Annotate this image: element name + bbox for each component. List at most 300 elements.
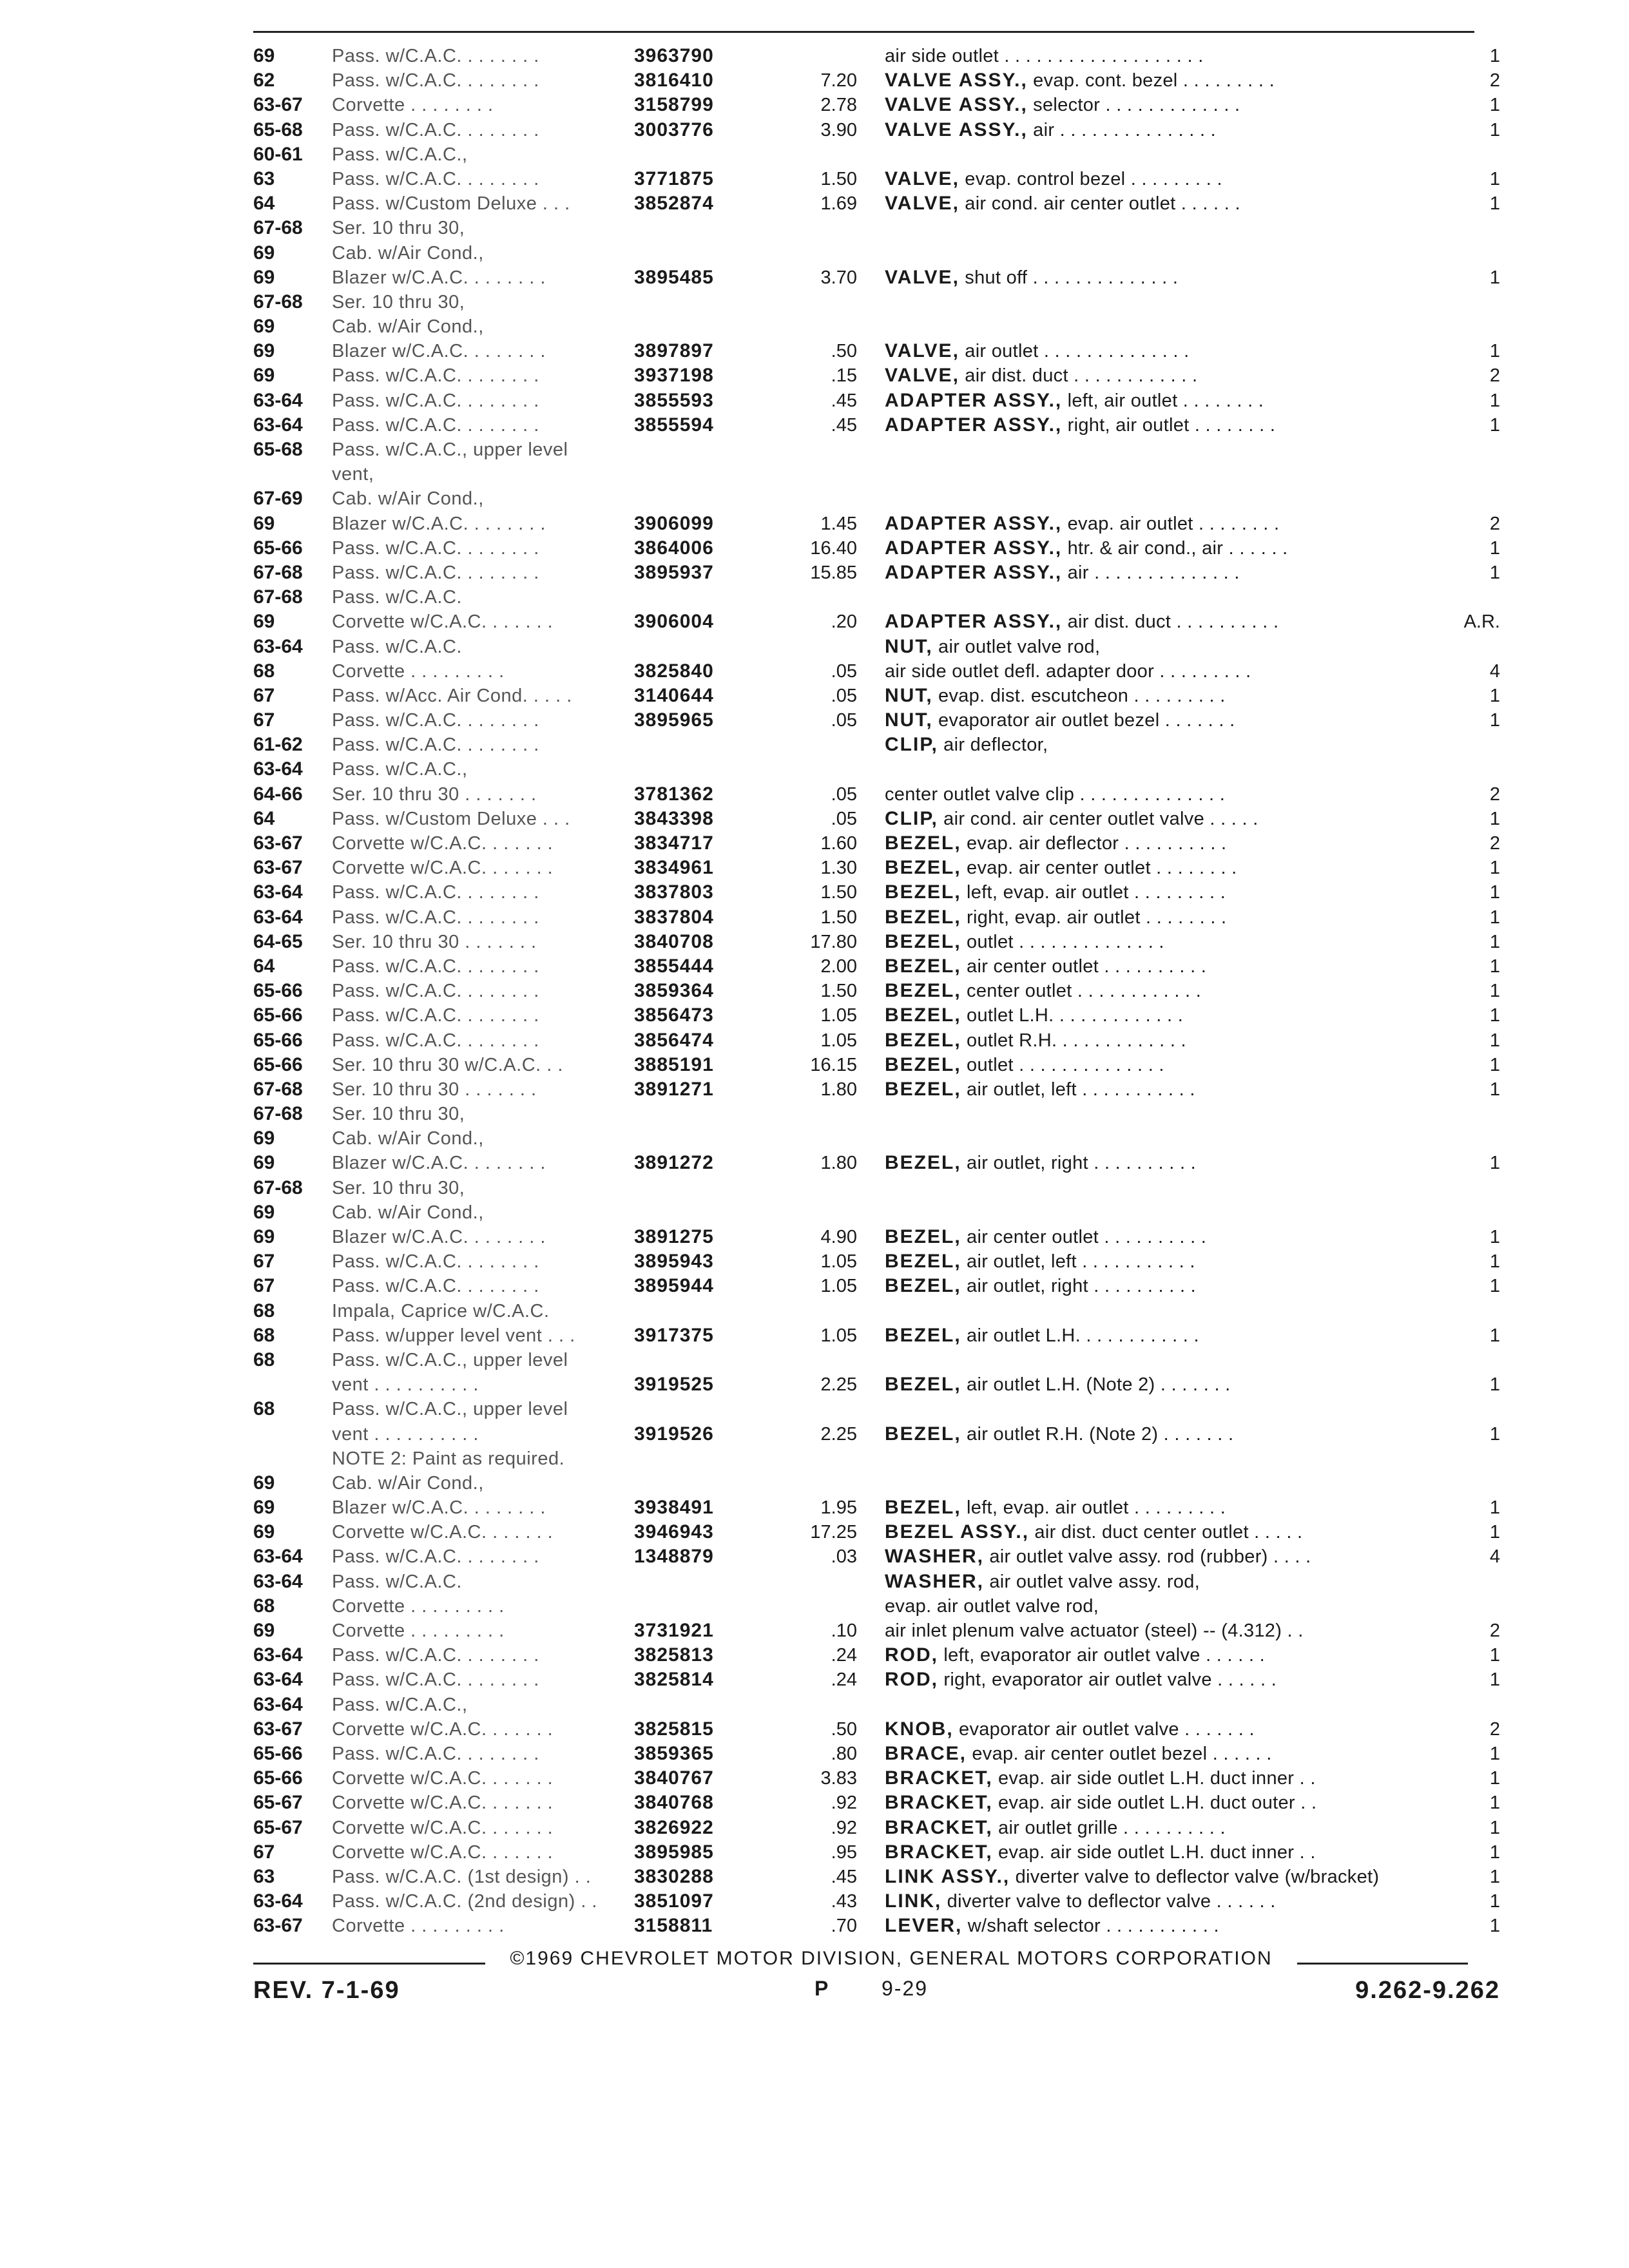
quantity: 2 <box>1489 365 1500 387</box>
table-row <box>0 930 1629 954</box>
application: Pass. w/C.A.C. . . . . . . . <box>332 907 539 928</box>
list-price: 1.60 <box>820 833 857 854</box>
list-price: 2.78 <box>820 95 857 116</box>
list-price: 1.05 <box>820 1030 857 1051</box>
part-detail: air dist. duct . . . . . . . . . . <box>1062 611 1279 633</box>
model-year: 64 <box>253 955 275 977</box>
part-description <box>885 979 1201 1003</box>
table-row <box>0 1914 1629 1938</box>
part-detail: center outlet . . . . . . . . . . . . <box>961 981 1202 1002</box>
quantity: 2 <box>1489 833 1500 854</box>
application: Pass. w/C.A.C. . . . . . . . <box>332 414 539 436</box>
model-year: 64-65 <box>253 930 303 952</box>
application: Cab. w/Air Cond., <box>332 316 484 338</box>
quantity: 1 <box>1489 882 1500 903</box>
model-year: 63-64 <box>253 414 303 436</box>
part-number: 3895943 <box>634 1251 714 1273</box>
list-price: 4.90 <box>820 1227 857 1247</box>
part-name: BRACKET, <box>885 1767 993 1789</box>
quantity: 1 <box>1489 1325 1500 1346</box>
part-name: WASHER, <box>885 1570 985 1592</box>
application: Corvette . . . . . . . . <box>332 95 494 116</box>
part-detail: air outlet, left . . . . . . . . . . . <box>961 1079 1195 1100</box>
part-description <box>885 1766 1316 1791</box>
model-year: 63-64 <box>253 906 303 928</box>
part-number: 3837803 <box>634 881 714 903</box>
table-row <box>0 708 1629 733</box>
table-row <box>0 1766 1629 1791</box>
table-row <box>0 486 1629 511</box>
part-description <box>885 93 1240 117</box>
list-price: .45 <box>831 1866 857 1887</box>
quantity: 1 <box>1489 267 1500 288</box>
application: Cab. w/Air Cond., <box>332 242 484 264</box>
application: Ser. 10 thru 30 . . . . . . . <box>332 1079 537 1100</box>
part-detail: evap. air side outlet L.H. duct inner . . <box>992 1768 1316 1789</box>
quantity: 1 <box>1489 858 1500 879</box>
table-row <box>0 1619 1629 1643</box>
table-row <box>0 1446 1629 1471</box>
part-number: 3851097 <box>634 1890 714 1912</box>
part-description <box>885 536 1288 561</box>
part-description <box>885 1791 1316 1815</box>
model-year: 69 <box>253 1521 275 1543</box>
quantity: 1 <box>1489 1768 1500 1789</box>
table-row <box>0 954 1629 979</box>
table-row <box>0 1348 1629 1372</box>
table-row <box>0 462 1629 486</box>
table-row <box>0 1495 1629 1520</box>
part-detail: evap. air side outlet L.H. duct inner . . <box>992 1841 1316 1863</box>
part-number: 3919526 <box>634 1423 714 1445</box>
list-price: .05 <box>831 710 857 731</box>
application: Pass. w/Custom Deluxe . . . <box>332 193 570 215</box>
part-detail: evap. cont. bezel . . . . . . . . . <box>1027 70 1275 91</box>
part-name: BEZEL, <box>885 1497 961 1519</box>
model-year: 69 <box>253 611 275 633</box>
model-year: 69 <box>253 1128 275 1149</box>
list-price: .05 <box>831 660 857 682</box>
quantity: 1 <box>1489 1841 1500 1863</box>
application: Blazer w/C.A.C. . . . . . . . <box>332 1227 546 1247</box>
application: Blazer w/C.A.C. . . . . . . . <box>332 1153 546 1174</box>
list-price: .92 <box>831 1792 857 1814</box>
quantity: 2 <box>1489 1718 1500 1740</box>
table-row <box>0 1693 1629 1717</box>
quantity: 1 <box>1489 1497 1500 1519</box>
part-description <box>885 1717 1255 1742</box>
application: Pass. w/C.A.C., upper level <box>332 1399 568 1420</box>
part-detail: air outlet grille . . . . . . . . . . <box>992 1817 1226 1838</box>
part-detail: air cond. air center outlet valve . . . . . <box>938 808 1258 829</box>
part-number: 1348879 <box>634 1546 714 1568</box>
application: Pass. w/C.A.C. . . . . . . . <box>332 1005 539 1026</box>
quantity: 1 <box>1489 193 1500 215</box>
model-year: 63-67 <box>253 857 303 879</box>
application: Pass. w/C.A.C. . . . . . . . <box>332 119 539 140</box>
part-detail: air deflector, <box>938 735 1048 756</box>
part-name: NUT, <box>885 635 933 657</box>
application: Ser. 10 thru 30, <box>332 1104 465 1125</box>
model-year: 63-64 <box>253 1546 303 1568</box>
application: vent . . . . . . . . . . <box>332 1374 479 1396</box>
quantity: 1 <box>1489 931 1500 952</box>
part-detail: evap. air deflector . . . . . . . . . . <box>961 833 1227 854</box>
parts-list <box>0 44 1629 1938</box>
part-name: ROD, <box>885 1669 938 1691</box>
part-number: 3946943 <box>634 1521 714 1543</box>
application: Corvette w/C.A.C. . . . . . . <box>332 858 554 879</box>
table-row <box>0 733 1629 757</box>
part-detail: air center outlet . . . . . . . . . . <box>961 1227 1207 1247</box>
model-year: 63-67 <box>253 94 303 116</box>
part-description <box>885 363 1197 388</box>
list-price: .92 <box>831 1817 857 1838</box>
part-detail: air outlet L.H. . . . . . . . . . . . <box>961 1325 1199 1346</box>
application: Pass. w/C.A.C. . . . . . . . <box>332 981 539 1002</box>
part-detail: outlet L.H. . . . . . . . . . . . . <box>961 1005 1184 1026</box>
model-year: 67-68 <box>253 561 303 583</box>
application: Pass. w/Acc. Air Cond. . . . . <box>332 685 572 706</box>
part-number: 3840708 <box>634 930 714 952</box>
list-price: 1.50 <box>820 981 857 1002</box>
part-number: 3891275 <box>634 1226 714 1247</box>
quantity: 1 <box>1489 562 1500 583</box>
table-row <box>0 241 1629 265</box>
table-row <box>0 1126 1629 1151</box>
part-name: BEZEL, <box>885 1423 961 1445</box>
part-description <box>885 733 1048 757</box>
part-name: BEZEL, <box>885 1226 961 1247</box>
model-year: 63-64 <box>253 389 303 411</box>
part-number: 3825815 <box>634 1718 714 1740</box>
part-detail: air side outlet . . . . . . . . . . . . . . . . . . . <box>885 46 1204 66</box>
model-year: 69 <box>253 365 275 387</box>
part-number: 3158799 <box>634 94 714 116</box>
part-number: 3852874 <box>634 193 714 215</box>
model-year: 64 <box>253 193 275 215</box>
application: Pass. w/C.A.C. <box>332 636 462 657</box>
quantity: 1 <box>1489 537 1500 559</box>
part-description <box>885 265 1178 290</box>
quantity: 1 <box>1489 1522 1500 1543</box>
table-row <box>0 1299 1629 1323</box>
part-description <box>885 1667 1277 1692</box>
table-row <box>0 363 1629 388</box>
table-row <box>0 1717 1629 1742</box>
table-row <box>0 1865 1629 1889</box>
quantity: 1 <box>1489 1423 1500 1445</box>
application: Pass. w/C.A.C., <box>332 1694 468 1715</box>
table-row <box>0 635 1629 659</box>
part-name: VALVE, <box>885 365 959 387</box>
part-name: KNOB, <box>885 1718 954 1740</box>
application: Pass. w/Custom Deluxe . . . <box>332 808 570 829</box>
table-row <box>0 93 1629 117</box>
group-number: 9.262-9.262 <box>1355 1977 1500 2004</box>
part-description <box>885 561 1240 585</box>
part-number: 3891272 <box>634 1152 714 1174</box>
model-year: 63-64 <box>253 1890 303 1912</box>
part-description <box>885 1274 1196 1298</box>
model-year: 68 <box>253 660 275 682</box>
part-number: 3837804 <box>634 906 714 928</box>
quantity: 1 <box>1489 119 1500 140</box>
table-row <box>0 782 1629 807</box>
application: Pass. w/C.A.C., <box>332 759 468 780</box>
part-description <box>885 1865 1379 1889</box>
quantity: 1 <box>1489 1743 1500 1764</box>
part-name: ADAPTER ASSY., <box>885 389 1063 411</box>
quantity: 1 <box>1489 1276 1500 1297</box>
part-name: BEZEL, <box>885 1251 961 1273</box>
part-name: CLIP, <box>885 734 938 756</box>
quantity: 1 <box>1489 1054 1500 1075</box>
table-row <box>0 389 1629 413</box>
part-detail: evap. control bezel . . . . . . . . . <box>959 168 1222 189</box>
list-price: .10 <box>831 1620 857 1641</box>
part-name: ADAPTER ASSY., <box>885 414 1063 436</box>
model-year: 69 <box>253 1620 275 1641</box>
list-price: 17.25 <box>810 1522 857 1543</box>
application: Corvette w/C.A.C. . . . . . . <box>332 1841 554 1863</box>
part-number: 3897897 <box>634 340 714 362</box>
part-number: 3834717 <box>634 832 714 854</box>
part-description <box>885 954 1206 979</box>
application: Pass. w/C.A.C. . . . . . . . <box>332 1645 539 1666</box>
list-price: 7.20 <box>820 70 857 91</box>
part-detail: left, evaporator air outlet valve . . . . . . <box>938 1645 1266 1666</box>
model-year: 69 <box>253 340 275 362</box>
quantity: 1 <box>1489 390 1500 411</box>
part-detail: evap. air outlet . . . . . . . . <box>1062 513 1280 534</box>
application: Corvette w/C.A.C. . . . . . . <box>332 1522 554 1543</box>
model-year: 65-67 <box>253 1816 303 1838</box>
table-row <box>0 1471 1629 1495</box>
model-year: 63-67 <box>253 1915 303 1937</box>
part-description <box>885 1742 1272 1766</box>
model-year: 64-66 <box>253 783 303 805</box>
list-price: .45 <box>831 390 857 411</box>
table-row <box>0 314 1629 339</box>
table-row <box>0 831 1629 856</box>
part-description <box>885 191 1240 216</box>
table-row <box>0 1028 1629 1053</box>
model-year: 67-68 <box>253 1103 303 1125</box>
list-price: .05 <box>831 783 857 805</box>
part-description <box>885 684 1226 708</box>
part-number: 3856473 <box>634 1004 714 1026</box>
list-price: .24 <box>831 1669 857 1691</box>
model-year: 60-61 <box>253 143 303 165</box>
table-row <box>0 610 1629 634</box>
list-price: 1.45 <box>820 513 857 534</box>
application: vent, <box>332 464 374 485</box>
list-price: 3.70 <box>820 267 857 288</box>
table-row <box>0 659 1629 684</box>
list-price: .50 <box>831 341 857 362</box>
part-description <box>885 880 1226 905</box>
quantity: 1 <box>1489 1916 1500 1937</box>
part-name: BRACKET, <box>885 1816 993 1838</box>
list-price: 15.85 <box>810 562 857 583</box>
quantity: 1 <box>1489 808 1500 829</box>
quantity: A.R. <box>1463 611 1500 633</box>
table-row <box>0 1840 1629 1865</box>
list-price: 1.80 <box>820 1079 857 1100</box>
part-name: VALVE ASSY., <box>885 119 1028 140</box>
part-detail: outlet R.H. . . . . . . . . . . . . <box>961 1030 1186 1051</box>
part-name: BEZEL, <box>885 832 961 854</box>
model-year: 68 <box>253 1398 275 1420</box>
part-name: ADAPTER ASSY., <box>885 537 1063 559</box>
part-number: 3825814 <box>634 1669 714 1691</box>
table-row <box>0 437 1629 462</box>
list-price: 1.50 <box>820 168 857 189</box>
revision-date: REV. 7-1-69 <box>253 1977 400 2004</box>
model-year: 63 <box>253 1865 275 1887</box>
part-description <box>885 1372 1231 1397</box>
part-detail: selector . . . . . . . . . . . . . <box>1027 95 1240 116</box>
quantity: 1 <box>1489 1866 1500 1887</box>
part-detail: air cond. air center outlet . . . . . . <box>959 193 1240 215</box>
application: Corvette w/C.A.C. . . . . . . <box>332 611 554 633</box>
quantity: 1 <box>1489 1251 1500 1273</box>
application: Pass. w/C.A.C., <box>332 144 468 165</box>
table-row <box>0 1816 1629 1840</box>
model-year: 61-62 <box>253 734 303 756</box>
list-price: .95 <box>831 1841 857 1863</box>
part-name: BEZEL, <box>885 930 961 952</box>
application: Cab. w/Air Cond., <box>332 1472 484 1494</box>
part-number: 3840767 <box>634 1767 714 1789</box>
quantity: 2 <box>1489 513 1500 534</box>
part-name: BEZEL, <box>885 881 961 903</box>
part-detail: air center outlet . . . . . . . . . . <box>961 956 1207 977</box>
model-year: 65-66 <box>253 1742 303 1764</box>
part-detail: right, air outlet . . . . . . . . <box>1062 414 1276 436</box>
model-year: 69 <box>253 1497 275 1519</box>
part-number: 3840768 <box>634 1792 714 1814</box>
part-detail: air outlet . . . . . . . . . . . . . . <box>959 341 1190 362</box>
part-name: VALVE, <box>885 340 959 362</box>
part-name: BRACKET, <box>885 1841 993 1863</box>
part-description <box>885 1520 1302 1544</box>
model-year: 65-66 <box>253 537 303 559</box>
table-row <box>0 856 1629 880</box>
model-year: 63-67 <box>253 832 303 854</box>
part-number: 3917375 <box>634 1324 714 1346</box>
application: Corvette w/C.A.C. . . . . . . <box>332 1817 554 1838</box>
list-price: 1.50 <box>820 907 857 928</box>
table-row <box>0 1594 1629 1619</box>
part-detail: air outlet valve assy. rod (rubber) . . . . <box>984 1546 1311 1568</box>
table-row <box>0 265 1629 290</box>
quantity: 1 <box>1489 1645 1500 1666</box>
list-price: 1.05 <box>820 1325 857 1346</box>
application: Blazer w/C.A.C. . . . . . . . <box>332 267 546 288</box>
part-detail: evaporator air outlet valve . . . . . . . <box>953 1718 1255 1740</box>
quantity: 1 <box>1489 1030 1500 1051</box>
part-number: 3864006 <box>634 537 714 559</box>
part-detail: air . . . . . . . . . . . . . . . <box>1027 119 1217 140</box>
part-number: 3843398 <box>634 807 714 829</box>
part-number: 3895944 <box>634 1275 714 1297</box>
model-year: 63-64 <box>253 635 303 657</box>
part-name: BEZEL, <box>885 1053 961 1075</box>
quantity: 1 <box>1489 168 1500 189</box>
list-price: 16.15 <box>810 1054 857 1075</box>
model-year: 69 <box>253 242 275 264</box>
quantity: 4 <box>1489 660 1500 682</box>
part-detail: w/shaft selector . . . . . . . . . . . <box>962 1916 1219 1937</box>
part-detail: evap. air center outlet . . . . . . . . <box>961 858 1237 879</box>
part-description <box>885 1028 1186 1053</box>
application: Ser. 10 thru 30 . . . . . . . <box>332 931 537 952</box>
part-number: 3891271 <box>634 1078 714 1100</box>
quantity: 1 <box>1489 341 1500 362</box>
model-year: 67-68 <box>253 291 303 312</box>
table-row <box>0 191 1629 216</box>
part-name: BEZEL, <box>885 1152 961 1174</box>
table-row <box>0 807 1629 831</box>
part-name: LINK, <box>885 1890 942 1912</box>
part-name: NUT, <box>885 709 933 731</box>
part-name: CLIP, <box>885 807 938 829</box>
part-name: LINK ASSY., <box>885 1865 1010 1887</box>
part-detail: air outlet, right . . . . . . . . . . <box>961 1153 1197 1174</box>
model-year: 67 <box>253 1841 275 1863</box>
list-price: 1.05 <box>820 1276 857 1297</box>
quantity: 1 <box>1489 1153 1500 1174</box>
table-row <box>0 216 1629 240</box>
table-row <box>0 1520 1629 1544</box>
model-year: 67 <box>253 684 275 706</box>
application: Pass. w/C.A.C. . . . . . . . <box>332 1030 539 1051</box>
model-year: 69 <box>253 1226 275 1247</box>
application: Pass. w/C.A.C. . . . . . . . <box>332 735 539 756</box>
application: Pass. w/upper level vent . . . <box>332 1325 575 1346</box>
application: Pass. w/C.A.C., upper level <box>332 439 568 460</box>
model-year: 63-64 <box>253 1570 303 1592</box>
part-number: 3919525 <box>634 1374 714 1396</box>
part-name: ADAPTER ASSY., <box>885 611 1063 633</box>
list-price: 2.00 <box>820 956 857 977</box>
list-price: .50 <box>831 1718 857 1740</box>
list-price: 1.80 <box>820 1153 857 1174</box>
part-description <box>885 512 1279 536</box>
table-row <box>0 1422 1629 1446</box>
part-name: VALVE, <box>885 266 959 288</box>
model-year: 65-68 <box>253 439 303 460</box>
application: Pass. w/C.A.C. . . . . . . . <box>332 1546 539 1568</box>
part-name: BRACE, <box>885 1742 967 1764</box>
table-row <box>0 1151 1629 1175</box>
part-description <box>885 1003 1183 1028</box>
part-detail: diverter valve to deflector valve . . . . . . <box>941 1891 1276 1912</box>
part-detail: evap. air side outlet L.H. duct outer . . <box>992 1792 1317 1814</box>
part-name: ROD, <box>885 1644 938 1666</box>
model-year: 69 <box>253 512 275 534</box>
model-year: 63-64 <box>253 1669 303 1691</box>
part-description <box>885 389 1264 413</box>
list-price: .80 <box>831 1743 857 1764</box>
quantity: 1 <box>1489 1669 1500 1691</box>
list-price: .05 <box>831 808 857 829</box>
table-row <box>0 1102 1629 1126</box>
table-row <box>0 536 1629 561</box>
part-detail: air dist. duct . . . . . . . . . . . . <box>959 365 1198 387</box>
